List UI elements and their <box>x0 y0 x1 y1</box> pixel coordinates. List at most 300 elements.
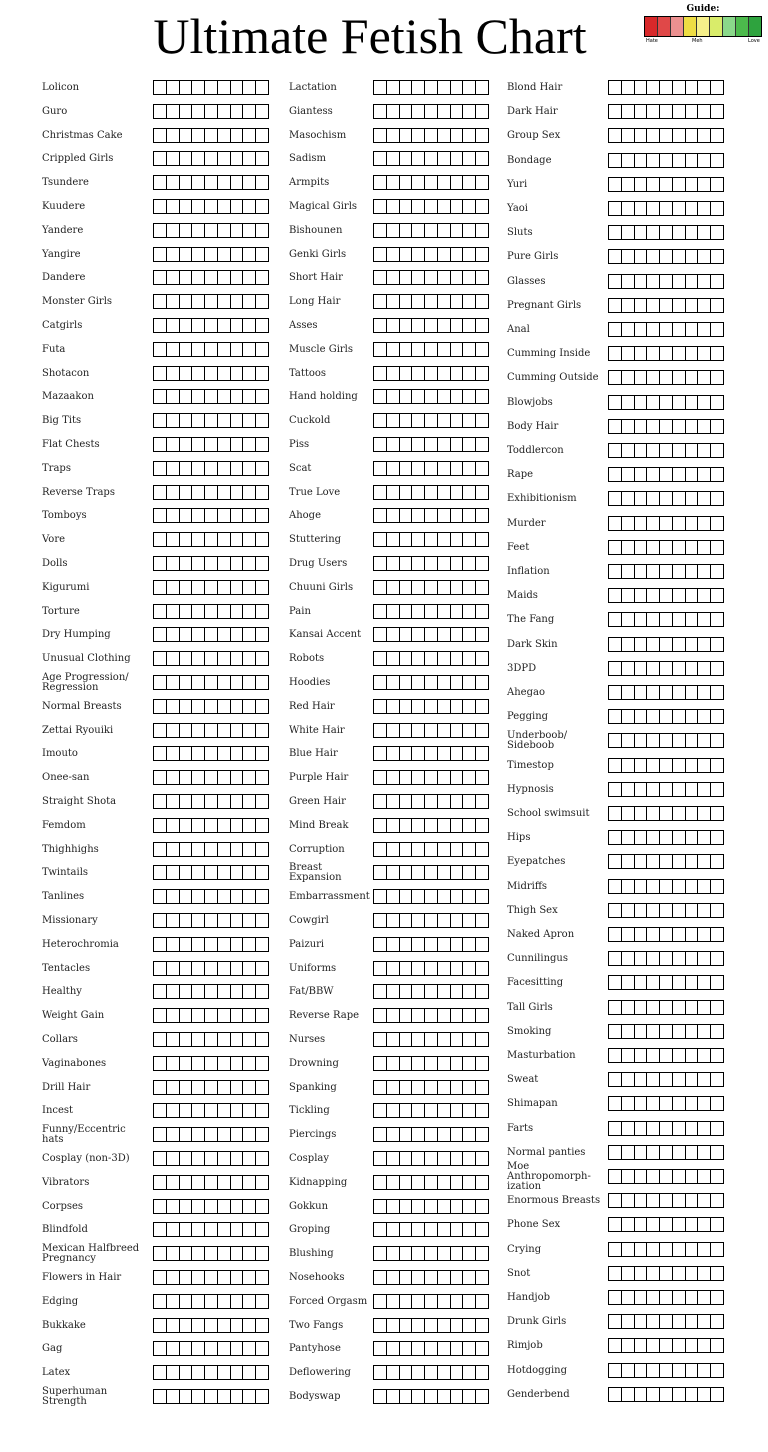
rating-checkbox[interactable] <box>400 938 413 951</box>
rating-checkbox[interactable] <box>205 152 218 165</box>
rating-checkbox[interactable] <box>673 638 686 651</box>
rating-checkbox[interactable] <box>154 1009 167 1022</box>
rating-checkbox[interactable] <box>205 962 218 975</box>
rating-checkbox[interactable] <box>476 1152 488 1165</box>
rating-checkbox[interactable] <box>463 1342 476 1355</box>
rating-checkbox[interactable] <box>218 81 231 94</box>
rating-checkbox[interactable] <box>438 747 451 760</box>
rating-checkbox[interactable] <box>660 565 673 578</box>
rating-checkbox[interactable] <box>647 468 660 481</box>
rating-checkbox[interactable] <box>167 533 180 546</box>
rating-checkbox[interactable] <box>438 866 451 879</box>
rating-checkbox[interactable] <box>231 747 244 760</box>
rating-checkbox[interactable] <box>374 367 387 380</box>
rating-checkbox[interactable] <box>660 1122 673 1135</box>
rating-checkbox[interactable] <box>167 390 180 403</box>
rating-checkbox[interactable] <box>256 152 268 165</box>
rating-checkbox[interactable] <box>698 952 711 965</box>
rating-checkbox[interactable] <box>192 105 205 118</box>
rating-checkbox[interactable] <box>167 1057 180 1070</box>
rating-checkbox[interactable] <box>400 962 413 975</box>
rating-checkbox[interactable] <box>609 154 622 167</box>
rating-checkbox[interactable] <box>451 557 464 570</box>
rating-checkbox[interactable] <box>711 976 723 989</box>
rating-checkbox[interactable] <box>711 1073 723 1086</box>
rating-checkbox[interactable] <box>609 1001 622 1014</box>
rating-checkbox[interactable] <box>218 1247 231 1260</box>
rating-checkbox[interactable] <box>205 985 218 998</box>
rating-checkbox[interactable] <box>635 613 648 626</box>
rating-checkbox[interactable] <box>660 299 673 312</box>
rating-checkbox[interactable] <box>425 676 438 689</box>
rating-checkbox[interactable] <box>698 202 711 215</box>
rating-checkbox[interactable] <box>154 295 167 308</box>
rating-checkbox[interactable] <box>698 976 711 989</box>
rating-checkbox[interactable] <box>660 1291 673 1304</box>
rating-checkbox[interactable] <box>218 1295 231 1308</box>
rating-checkbox[interactable] <box>231 962 244 975</box>
rating-checkbox[interactable] <box>698 855 711 868</box>
rating-checkbox[interactable] <box>622 1364 635 1377</box>
rating-checkbox[interactable] <box>192 866 205 879</box>
rating-checkbox[interactable] <box>425 1152 438 1165</box>
rating-checkbox[interactable] <box>698 1388 711 1401</box>
rating-checkbox[interactable] <box>673 492 686 505</box>
rating-checkbox[interactable] <box>412 81 425 94</box>
rating-checkbox[interactable] <box>463 795 476 808</box>
rating-checkbox[interactable] <box>400 843 413 856</box>
rating-checkbox[interactable] <box>609 710 622 723</box>
rating-checkbox[interactable] <box>205 843 218 856</box>
rating-checkbox[interactable] <box>400 1366 413 1379</box>
rating-checkbox[interactable] <box>451 890 464 903</box>
rating-checkbox[interactable] <box>205 1295 218 1308</box>
rating-checkbox[interactable] <box>243 295 256 308</box>
rating-checkbox[interactable] <box>256 747 268 760</box>
rating-checkbox[interactable] <box>218 1009 231 1022</box>
rating-checkbox[interactable] <box>635 1025 648 1038</box>
rating-checkbox[interactable] <box>698 1218 711 1231</box>
rating-checkbox[interactable] <box>154 390 167 403</box>
rating-checkbox[interactable] <box>635 1339 648 1352</box>
rating-checkbox[interactable] <box>425 533 438 546</box>
rating-checkbox[interactable] <box>256 224 268 237</box>
rating-checkbox[interactable] <box>673 952 686 965</box>
rating-checkbox[interactable] <box>673 855 686 868</box>
rating-checkbox[interactable] <box>622 1291 635 1304</box>
rating-checkbox[interactable] <box>686 1388 699 1401</box>
rating-checkbox[interactable] <box>400 1319 413 1332</box>
rating-checkbox[interactable] <box>425 271 438 284</box>
rating-checkbox[interactable] <box>231 1271 244 1284</box>
rating-checkbox[interactable] <box>463 1319 476 1332</box>
rating-checkbox[interactable] <box>635 783 648 796</box>
rating-checkbox[interactable] <box>374 890 387 903</box>
rating-checkbox[interactable] <box>609 347 622 360</box>
rating-checkbox[interactable] <box>180 843 193 856</box>
rating-checkbox[interactable] <box>154 200 167 213</box>
rating-checkbox[interactable] <box>686 444 699 457</box>
rating-checkbox[interactable] <box>231 581 244 594</box>
rating-checkbox[interactable] <box>635 1243 648 1256</box>
rating-checkbox[interactable] <box>256 914 268 927</box>
rating-checkbox[interactable] <box>425 985 438 998</box>
rating-checkbox[interactable] <box>609 541 622 554</box>
rating-checkbox[interactable] <box>167 509 180 522</box>
rating-checkbox[interactable] <box>635 904 648 917</box>
rating-checkbox[interactable] <box>451 1366 464 1379</box>
rating-checkbox[interactable] <box>400 414 413 427</box>
rating-checkbox[interactable] <box>192 1319 205 1332</box>
rating-checkbox[interactable] <box>167 1128 180 1141</box>
rating-checkbox[interactable] <box>476 1057 488 1070</box>
rating-checkbox[interactable] <box>231 771 244 784</box>
rating-checkbox[interactable] <box>256 1271 268 1284</box>
rating-checkbox[interactable] <box>374 1271 387 1284</box>
rating-checkbox[interactable] <box>243 628 256 641</box>
rating-checkbox[interactable] <box>451 414 464 427</box>
rating-checkbox[interactable] <box>256 1200 268 1213</box>
rating-checkbox[interactable] <box>256 414 268 427</box>
rating-checkbox[interactable] <box>476 1009 488 1022</box>
rating-checkbox[interactable] <box>476 938 488 951</box>
rating-checkbox[interactable] <box>180 962 193 975</box>
rating-checkbox[interactable] <box>660 275 673 288</box>
rating-checkbox[interactable] <box>698 226 711 239</box>
rating-checkbox[interactable] <box>686 154 699 167</box>
rating-checkbox[interactable] <box>673 1097 686 1110</box>
rating-checkbox[interactable] <box>167 843 180 856</box>
rating-checkbox[interactable] <box>463 605 476 618</box>
rating-checkbox[interactable] <box>412 390 425 403</box>
rating-checkbox[interactable] <box>476 1295 488 1308</box>
rating-checkbox[interactable] <box>387 1390 400 1403</box>
rating-checkbox[interactable] <box>243 914 256 927</box>
rating-checkbox[interactable] <box>476 462 488 475</box>
rating-checkbox[interactable] <box>192 176 205 189</box>
rating-checkbox[interactable] <box>609 589 622 602</box>
rating-checkbox[interactable] <box>425 1033 438 1046</box>
rating-checkbox[interactable] <box>660 1267 673 1280</box>
rating-checkbox[interactable] <box>205 1081 218 1094</box>
rating-checkbox[interactable] <box>400 771 413 784</box>
rating-checkbox[interactable] <box>400 438 413 451</box>
rating-checkbox[interactable] <box>686 589 699 602</box>
rating-checkbox[interactable] <box>622 928 635 941</box>
rating-checkbox[interactable] <box>231 462 244 475</box>
rating-checkbox[interactable] <box>711 178 723 191</box>
rating-checkbox[interactable] <box>647 1170 660 1183</box>
rating-checkbox[interactable] <box>205 414 218 427</box>
rating-checkbox[interactable] <box>231 438 244 451</box>
rating-checkbox[interactable] <box>622 613 635 626</box>
rating-checkbox[interactable] <box>622 541 635 554</box>
rating-checkbox[interactable] <box>451 224 464 237</box>
rating-checkbox[interactable] <box>686 759 699 772</box>
rating-checkbox[interactable] <box>660 759 673 772</box>
rating-checkbox[interactable] <box>660 783 673 796</box>
rating-checkbox[interactable] <box>231 509 244 522</box>
rating-checkbox[interactable] <box>463 1081 476 1094</box>
rating-checkbox[interactable] <box>400 319 413 332</box>
rating-checkbox[interactable] <box>180 914 193 927</box>
rating-checkbox[interactable] <box>635 81 648 94</box>
rating-checkbox[interactable] <box>609 1315 622 1328</box>
rating-checkbox[interactable] <box>622 105 635 118</box>
rating-checkbox[interactable] <box>451 1223 464 1236</box>
rating-checkbox[interactable] <box>154 795 167 808</box>
rating-checkbox[interactable] <box>218 152 231 165</box>
rating-checkbox[interactable] <box>218 676 231 689</box>
rating-checkbox[interactable] <box>463 176 476 189</box>
rating-checkbox[interactable] <box>231 1081 244 1094</box>
rating-checkbox[interactable] <box>256 962 268 975</box>
rating-checkbox[interactable] <box>438 367 451 380</box>
rating-checkbox[interactable] <box>438 152 451 165</box>
rating-checkbox[interactable] <box>635 250 648 263</box>
rating-checkbox[interactable] <box>412 1033 425 1046</box>
rating-checkbox[interactable] <box>660 1194 673 1207</box>
rating-checkbox[interactable] <box>412 105 425 118</box>
rating-checkbox[interactable] <box>476 1128 488 1141</box>
rating-checkbox[interactable] <box>400 605 413 618</box>
rating-checkbox[interactable] <box>167 1319 180 1332</box>
rating-checkbox[interactable] <box>400 176 413 189</box>
rating-checkbox[interactable] <box>476 605 488 618</box>
rating-checkbox[interactable] <box>438 81 451 94</box>
rating-checkbox[interactable] <box>256 1057 268 1070</box>
rating-checkbox[interactable] <box>711 250 723 263</box>
rating-checkbox[interactable] <box>256 795 268 808</box>
rating-checkbox[interactable] <box>400 724 413 737</box>
rating-checkbox[interactable] <box>673 275 686 288</box>
rating-checkbox[interactable] <box>686 275 699 288</box>
rating-checkbox[interactable] <box>711 420 723 433</box>
rating-checkbox[interactable] <box>374 390 387 403</box>
rating-checkbox[interactable] <box>622 202 635 215</box>
rating-checkbox[interactable] <box>622 1122 635 1135</box>
rating-checkbox[interactable] <box>374 533 387 546</box>
rating-checkbox[interactable] <box>374 1390 387 1403</box>
rating-checkbox[interactable] <box>476 414 488 427</box>
rating-checkbox[interactable] <box>425 1366 438 1379</box>
rating-checkbox[interactable] <box>400 248 413 261</box>
rating-checkbox[interactable] <box>374 962 387 975</box>
rating-checkbox[interactable] <box>218 462 231 475</box>
rating-checkbox[interactable] <box>387 1009 400 1022</box>
rating-checkbox[interactable] <box>205 367 218 380</box>
rating-checkbox[interactable] <box>622 81 635 94</box>
rating-checkbox[interactable] <box>660 1049 673 1062</box>
rating-checkbox[interactable] <box>609 1097 622 1110</box>
rating-checkbox[interactable] <box>476 438 488 451</box>
rating-checkbox[interactable] <box>438 533 451 546</box>
rating-checkbox[interactable] <box>711 129 723 142</box>
rating-checkbox[interactable] <box>673 250 686 263</box>
rating-checkbox[interactable] <box>374 200 387 213</box>
rating-checkbox[interactable] <box>647 686 660 699</box>
rating-checkbox[interactable] <box>412 1009 425 1022</box>
rating-checkbox[interactable] <box>180 462 193 475</box>
rating-checkbox[interactable] <box>711 638 723 651</box>
rating-checkbox[interactable] <box>387 843 400 856</box>
rating-checkbox[interactable] <box>647 202 660 215</box>
rating-checkbox[interactable] <box>647 589 660 602</box>
rating-checkbox[interactable] <box>647 129 660 142</box>
rating-checkbox[interactable] <box>387 985 400 998</box>
rating-checkbox[interactable] <box>243 771 256 784</box>
rating-checkbox[interactable] <box>711 492 723 505</box>
rating-checkbox[interactable] <box>231 819 244 832</box>
rating-checkbox[interactable] <box>256 700 268 713</box>
rating-checkbox[interactable] <box>167 819 180 832</box>
rating-checkbox[interactable] <box>635 371 648 384</box>
rating-checkbox[interactable] <box>635 105 648 118</box>
rating-checkbox[interactable] <box>463 1176 476 1189</box>
rating-checkbox[interactable] <box>622 396 635 409</box>
rating-checkbox[interactable] <box>660 1001 673 1014</box>
rating-checkbox[interactable] <box>180 343 193 356</box>
rating-checkbox[interactable] <box>686 1291 699 1304</box>
rating-checkbox[interactable] <box>192 938 205 951</box>
rating-checkbox[interactable] <box>622 565 635 578</box>
rating-checkbox[interactable] <box>686 1218 699 1231</box>
rating-checkbox[interactable] <box>231 700 244 713</box>
rating-checkbox[interactable] <box>180 676 193 689</box>
rating-checkbox[interactable] <box>180 581 193 594</box>
rating-checkbox[interactable] <box>476 81 488 94</box>
rating-checkbox[interactable] <box>635 831 648 844</box>
rating-checkbox[interactable] <box>231 676 244 689</box>
rating-checkbox[interactable] <box>412 367 425 380</box>
rating-checkbox[interactable] <box>374 1223 387 1236</box>
rating-checkbox[interactable] <box>476 676 488 689</box>
rating-checkbox[interactable] <box>476 1081 488 1094</box>
rating-checkbox[interactable] <box>374 295 387 308</box>
rating-checkbox[interactable] <box>192 224 205 237</box>
rating-checkbox[interactable] <box>192 1176 205 1189</box>
rating-checkbox[interactable] <box>412 1152 425 1165</box>
rating-checkbox[interactable] <box>192 1390 205 1403</box>
rating-checkbox[interactable] <box>711 928 723 941</box>
rating-checkbox[interactable] <box>231 486 244 499</box>
rating-checkbox[interactable] <box>609 831 622 844</box>
rating-checkbox[interactable] <box>438 1033 451 1046</box>
rating-checkbox[interactable] <box>711 952 723 965</box>
rating-checkbox[interactable] <box>154 652 167 665</box>
rating-checkbox[interactable] <box>635 517 648 530</box>
rating-checkbox[interactable] <box>387 1342 400 1355</box>
rating-checkbox[interactable] <box>609 105 622 118</box>
rating-checkbox[interactable] <box>660 323 673 336</box>
rating-checkbox[interactable] <box>425 1342 438 1355</box>
rating-checkbox[interactable] <box>686 880 699 893</box>
rating-checkbox[interactable] <box>609 1073 622 1086</box>
rating-checkbox[interactable] <box>218 129 231 142</box>
rating-checkbox[interactable] <box>635 952 648 965</box>
rating-checkbox[interactable] <box>412 771 425 784</box>
rating-checkbox[interactable] <box>438 1176 451 1189</box>
rating-checkbox[interactable] <box>192 1223 205 1236</box>
rating-checkbox[interactable] <box>609 275 622 288</box>
rating-checkbox[interactable] <box>243 462 256 475</box>
rating-checkbox[interactable] <box>192 129 205 142</box>
rating-checkbox[interactable] <box>218 938 231 951</box>
rating-checkbox[interactable] <box>686 371 699 384</box>
rating-checkbox[interactable] <box>180 319 193 332</box>
rating-checkbox[interactable] <box>180 1033 193 1046</box>
rating-checkbox[interactable] <box>660 202 673 215</box>
rating-checkbox[interactable] <box>686 226 699 239</box>
rating-checkbox[interactable] <box>463 438 476 451</box>
rating-checkbox[interactable] <box>673 1025 686 1038</box>
rating-checkbox[interactable] <box>243 271 256 284</box>
rating-checkbox[interactable] <box>256 1152 268 1165</box>
rating-checkbox[interactable] <box>711 371 723 384</box>
rating-checkbox[interactable] <box>231 248 244 261</box>
rating-checkbox[interactable] <box>660 129 673 142</box>
rating-checkbox[interactable] <box>256 1223 268 1236</box>
rating-checkbox[interactable] <box>660 154 673 167</box>
rating-checkbox[interactable] <box>451 676 464 689</box>
rating-checkbox[interactable] <box>425 224 438 237</box>
rating-checkbox[interactable] <box>205 581 218 594</box>
rating-checkbox[interactable] <box>438 271 451 284</box>
rating-checkbox[interactable] <box>438 1009 451 1022</box>
rating-checkbox[interactable] <box>167 557 180 570</box>
rating-checkbox[interactable] <box>635 928 648 941</box>
rating-checkbox[interactable] <box>205 105 218 118</box>
rating-checkbox[interactable] <box>686 807 699 820</box>
rating-checkbox[interactable] <box>463 533 476 546</box>
rating-checkbox[interactable] <box>673 880 686 893</box>
rating-checkbox[interactable] <box>256 1366 268 1379</box>
rating-checkbox[interactable] <box>425 866 438 879</box>
rating-checkbox[interactable] <box>154 271 167 284</box>
rating-checkbox[interactable] <box>192 581 205 594</box>
rating-checkbox[interactable] <box>192 795 205 808</box>
rating-checkbox[interactable] <box>243 605 256 618</box>
rating-checkbox[interactable] <box>154 914 167 927</box>
rating-checkbox[interactable] <box>167 438 180 451</box>
rating-checkbox[interactable] <box>476 1033 488 1046</box>
rating-checkbox[interactable] <box>711 81 723 94</box>
rating-checkbox[interactable] <box>218 652 231 665</box>
rating-checkbox[interactable] <box>400 129 413 142</box>
rating-checkbox[interactable] <box>256 866 268 879</box>
rating-checkbox[interactable] <box>463 866 476 879</box>
rating-checkbox[interactable] <box>243 176 256 189</box>
rating-checkbox[interactable] <box>205 795 218 808</box>
rating-checkbox[interactable] <box>476 1319 488 1332</box>
rating-checkbox[interactable] <box>660 1364 673 1377</box>
rating-checkbox[interactable] <box>463 1033 476 1046</box>
rating-checkbox[interactable] <box>698 662 711 675</box>
rating-checkbox[interactable] <box>256 438 268 451</box>
rating-checkbox[interactable] <box>686 202 699 215</box>
rating-checkbox[interactable] <box>231 533 244 546</box>
rating-checkbox[interactable] <box>438 605 451 618</box>
rating-checkbox[interactable] <box>647 783 660 796</box>
rating-checkbox[interactable] <box>374 176 387 189</box>
rating-checkbox[interactable] <box>451 319 464 332</box>
rating-checkbox[interactable] <box>609 202 622 215</box>
rating-checkbox[interactable] <box>451 1390 464 1403</box>
rating-checkbox[interactable] <box>673 371 686 384</box>
rating-checkbox[interactable] <box>412 985 425 998</box>
rating-checkbox[interactable] <box>673 105 686 118</box>
rating-checkbox[interactable] <box>425 105 438 118</box>
